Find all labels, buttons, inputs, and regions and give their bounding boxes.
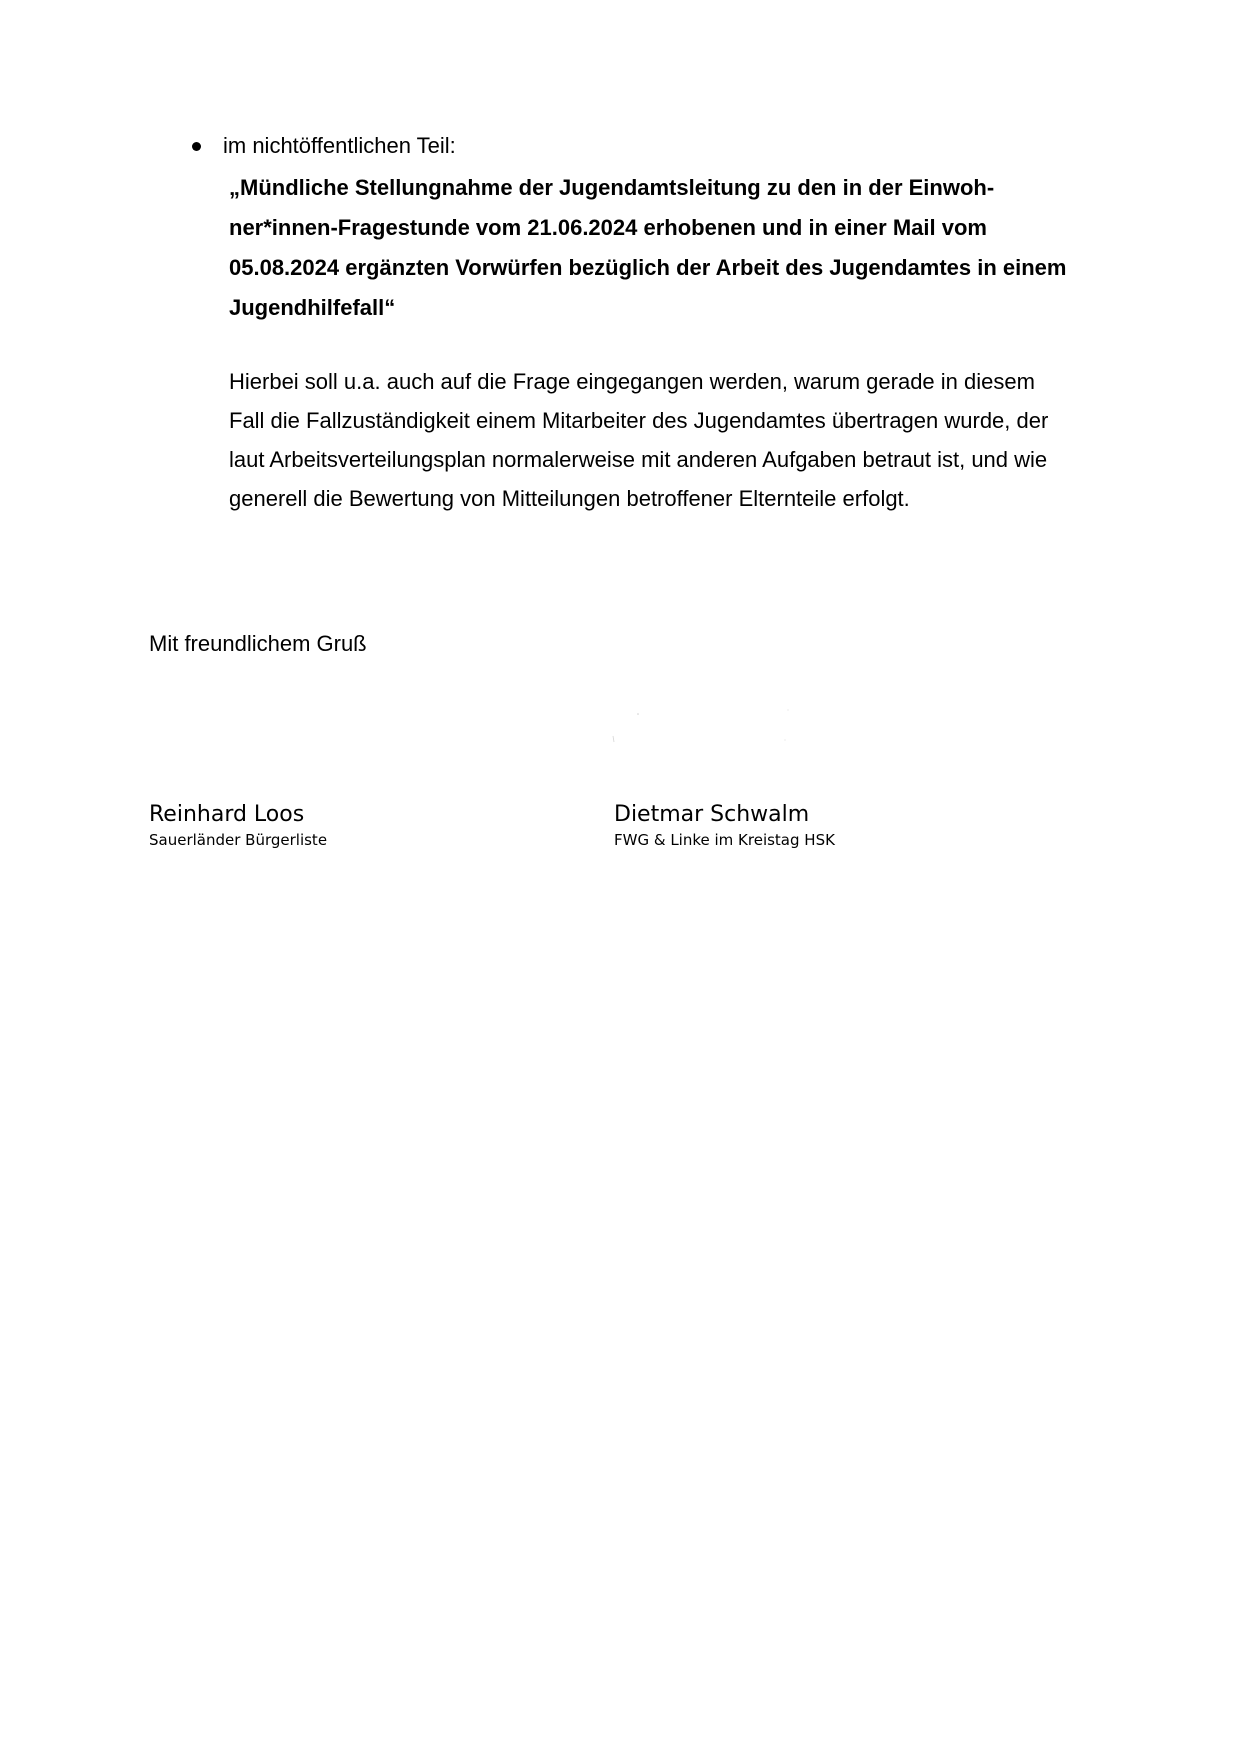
bullet-label: im nichtöffentlichen Teil: [223, 133, 456, 158]
signer-organization: FWG & Linke im Kreistag HSK [614, 831, 835, 849]
faint-signature-marks [610, 706, 830, 746]
paragraph-line: laut Arbeitsverteilungsplan normalerweise mit anderen Aufgaben betraut ist, und wie [229, 447, 1048, 472]
signer-name: Dietmar Schwalm [614, 802, 810, 827]
quote-line: 05.08.2024 ergänzten Vorwürfen bezüglich der Arbeit des Jugendamtes in einem [229, 255, 1067, 280]
paragraph-line: generell die Bewertung von Mitteilungen betroffener Elternteile erfolgt. [229, 486, 910, 511]
signer-organization: Sauerländer Bürgerliste [149, 831, 328, 849]
closing-greeting: Mit freundlichem Gruß [149, 631, 367, 656]
quote-line: „Mündliche Stellungnahme der Jugendamtsleitung zu den in der Einwoh- [229, 175, 995, 200]
quote-line: ner*innen-Fragestunde vom 21.06.2024 erhobenen und in einer Mail vom [229, 215, 987, 240]
explanation-paragraph [229, 362, 1129, 518]
signature-block-right [614, 800, 835, 850]
paragraph-line: Hierbei soll u.a. auch auf die Frage eingegangen werden, warum gerade in diesem [229, 369, 1035, 394]
signature-block-left [149, 800, 327, 850]
quote-line: Jugendhilfefall“ [229, 295, 396, 320]
bullet-dot-icon [192, 142, 201, 151]
quoted-agenda-item [229, 168, 1129, 328]
signer-name: Reinhard Loos [149, 802, 305, 827]
paragraph-line: Fall die Fallzuständigkeit einem Mitarbeiter des Jugendamtes übertragen wurde, der [229, 408, 1049, 433]
